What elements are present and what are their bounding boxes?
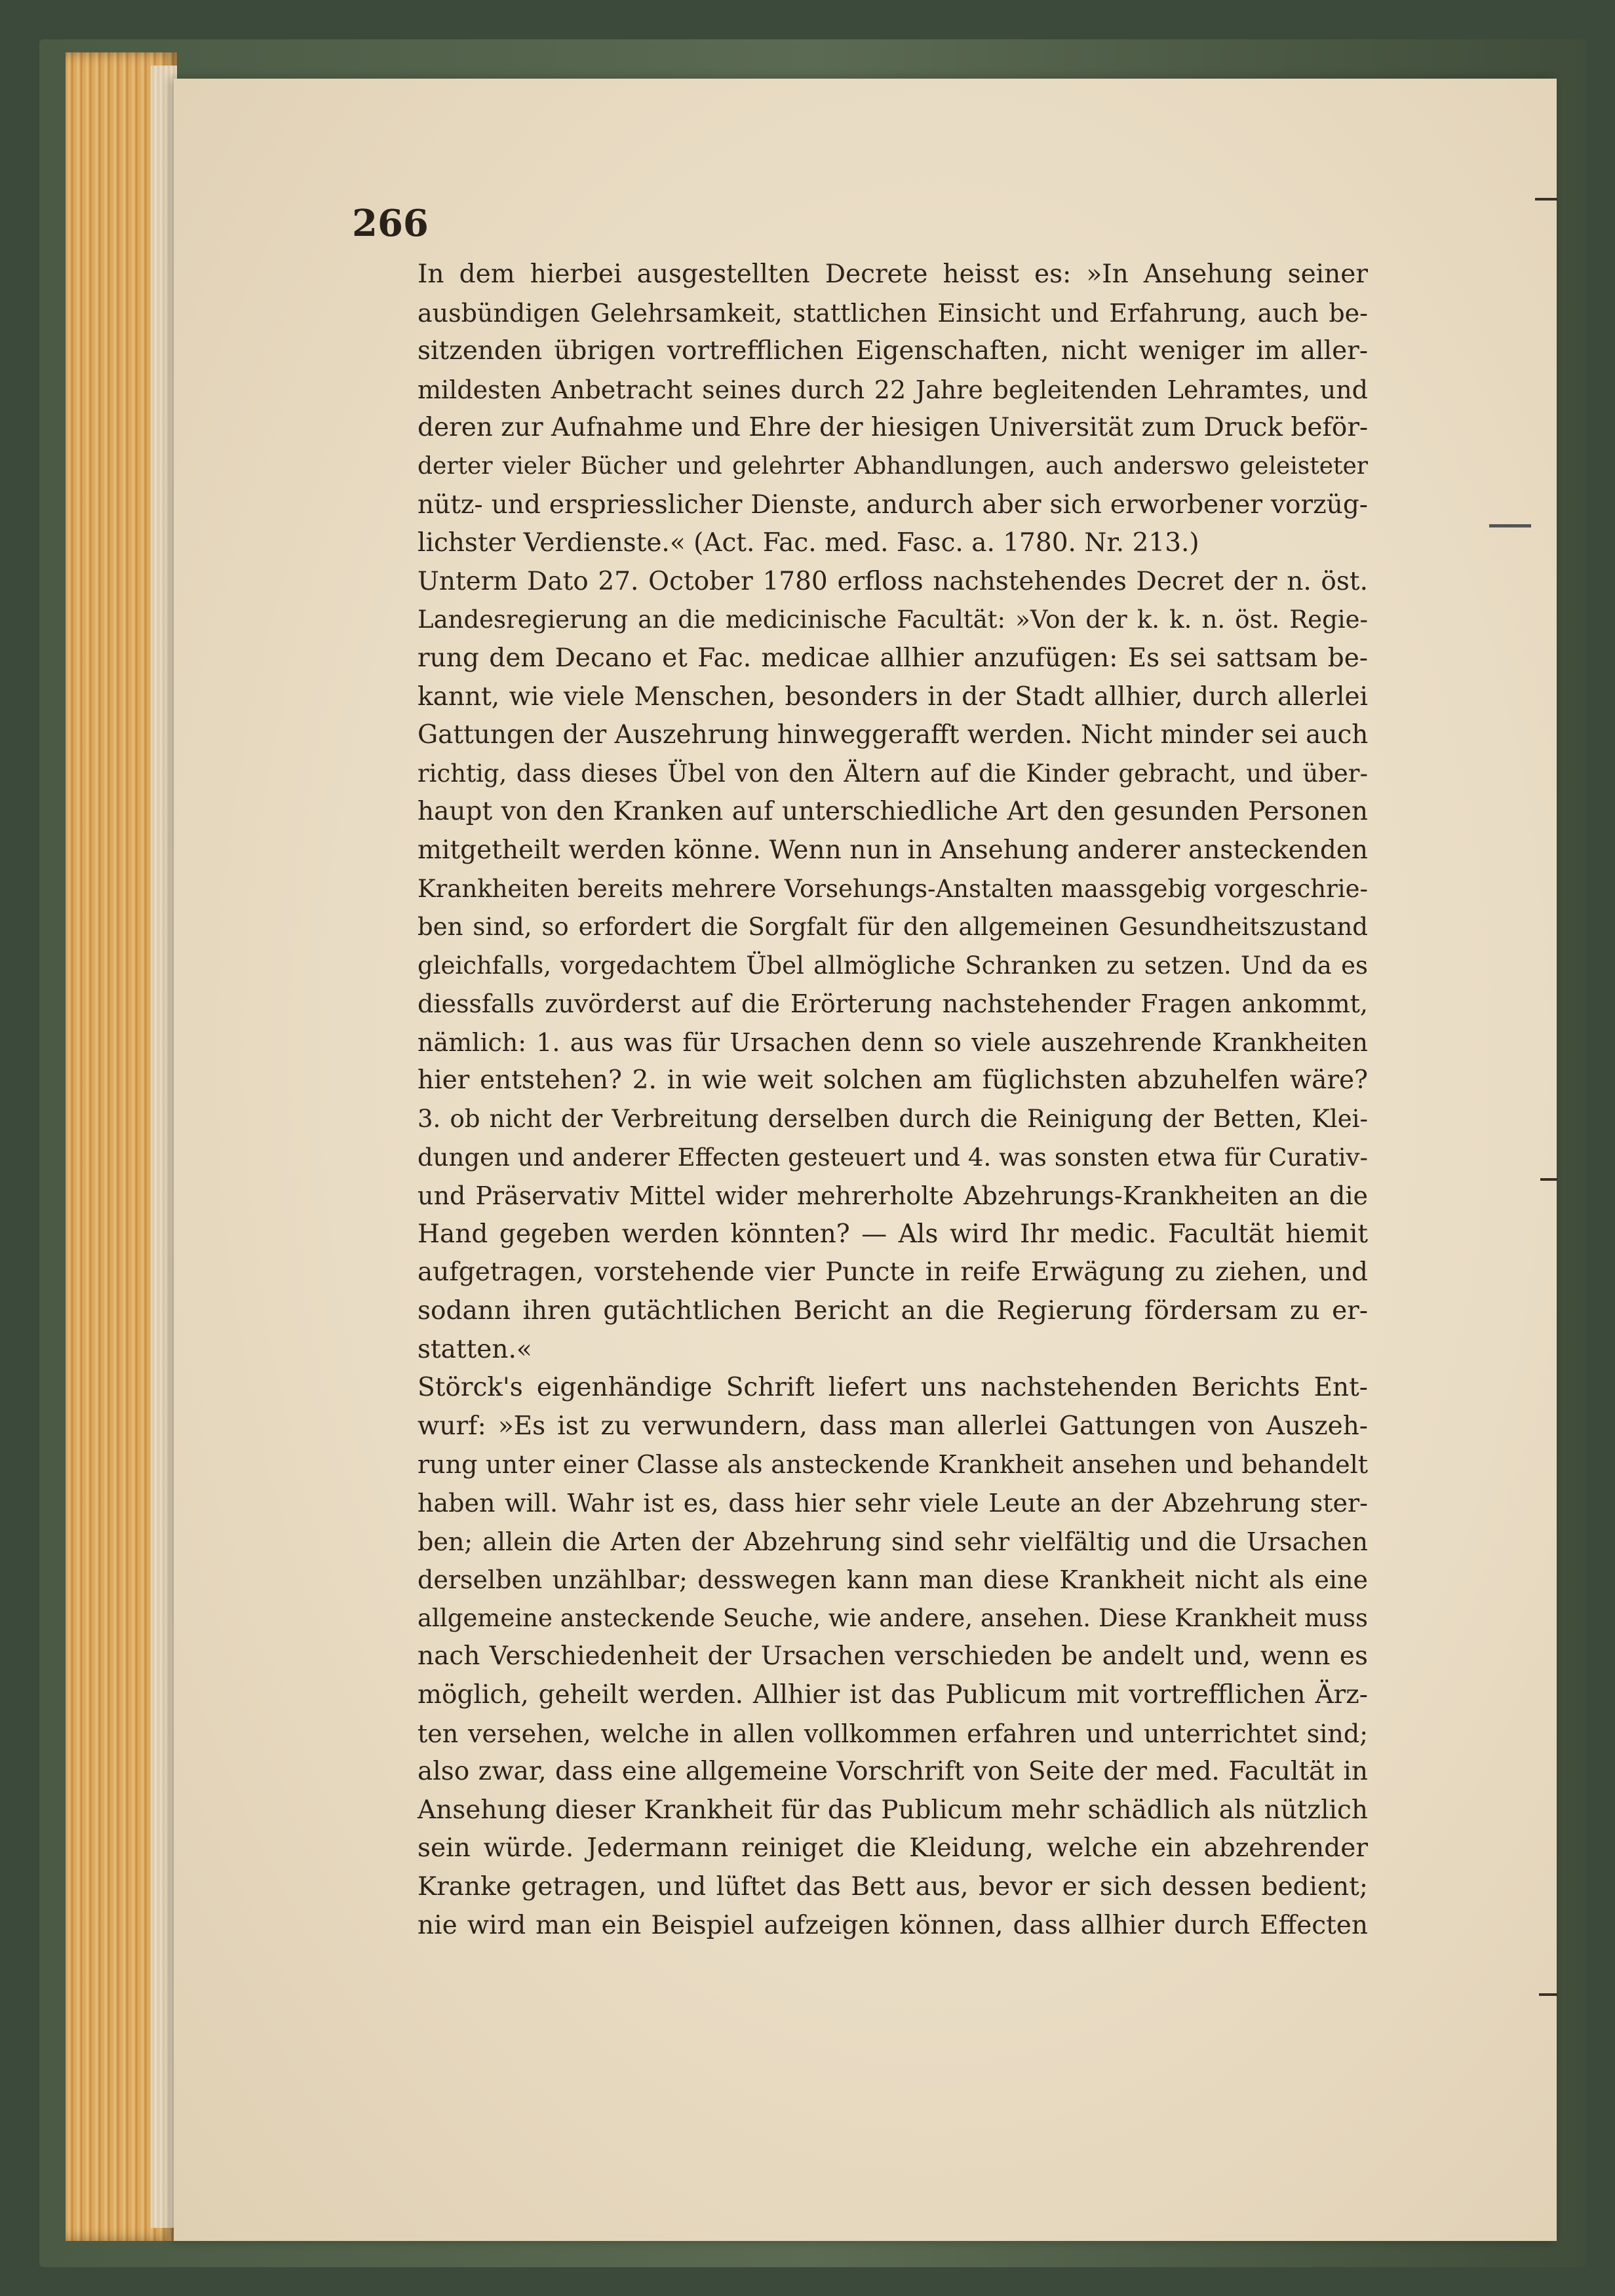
text-line: Störck's eigenhändige Schrift liefert uns nachstehenden Berichts Ent- bbox=[418, 1373, 1368, 1403]
text-line: In dem hierbei ausgestellten Decrete heisst es: »In Ansehung seiner bbox=[418, 259, 1368, 289]
page-body-text bbox=[418, 256, 1368, 1945]
text-line: nütz- und erspriesslicher Dienste, andurch aber sich erworbener vorzüg- bbox=[418, 489, 1368, 520]
text-line: Kranke getragen, und lüftet das Bett aus, bevor er sich dessen bedient; bbox=[418, 1871, 1368, 1902]
text-line: haupt von den Kranken auf unterschiedliche Art den gesunden Personen bbox=[418, 797, 1368, 827]
text-line: rung unter einer Classe als ansteckende Krankheit ansehen und behandelt bbox=[418, 1450, 1368, 1480]
page-number: 266 bbox=[352, 202, 429, 245]
text-line: Krankheiten bereits mehrere Vorsehungs-Anstalten maassgebig vorgeschrie- bbox=[418, 874, 1368, 903]
text-line: und Präservativ Mittel wider mehrerholte Abzehrungs-Krankheiten an die bbox=[418, 1181, 1368, 1211]
text-line: gleichfalls, vorgedachtem Übel allmögliche Schranken zu setzen. Und da es bbox=[418, 951, 1368, 980]
text-line: diessfalls zuvörderst auf die Erörterung nachstehender Fragen ankommt, bbox=[418, 989, 1368, 1019]
page-edges-inner bbox=[151, 66, 177, 2228]
text-line: statten.« bbox=[418, 1334, 532, 1364]
text-line: ben sind, so erfordert die Sorgfalt für den allgemeinen Gesundheitszustand bbox=[418, 913, 1368, 942]
text-line: mildesten Anbetracht seines durch 22 Jahre begleitenden Lehramtes, und bbox=[418, 375, 1368, 404]
text-line: rung dem Decano et Fac. medicae allhier anzufügen: Es sei sattsam be- bbox=[418, 643, 1368, 673]
text-line: hier entstehen? 2. in wie weit solchen am füglichsten abzuhelfen wäre? bbox=[418, 1065, 1368, 1096]
text-line: Gattungen der Auszehrung hinweggerafft werden. Nicht minder sei auch bbox=[418, 720, 1369, 750]
text-line: ben; allein die Arten der Abzehrung sind sehr vielfältig und die Ursachen bbox=[418, 1527, 1368, 1556]
text-line: sitzenden übrigen vortrefflichen Eigenschaften, nicht weniger im aller- bbox=[418, 336, 1368, 366]
margin-mark bbox=[1535, 198, 1557, 201]
margin-mark bbox=[1540, 1178, 1557, 1181]
text-line: sodann ihren gutächtlichen Bericht an die Regierung fördersam zu er- bbox=[418, 1296, 1368, 1326]
text-line: 3. ob nicht der Verbreitung derselben durch die Reinigung der Betten, Klei- bbox=[418, 1105, 1368, 1134]
text-line: Hand gegeben werden könnten? — Als wird Ihr medic. Facultät hiemit bbox=[418, 1219, 1368, 1249]
text-line: Ansehung dieser Krankheit für das Publicum mehr schädlich als nützlich bbox=[418, 1795, 1368, 1825]
margin-mark bbox=[1539, 1993, 1557, 1996]
text-line: deren zur Aufnahme und Ehre der hiesigen Universität zum Druck beför- bbox=[418, 413, 1369, 443]
text-line: wurf: »Es ist zu verwundern, dass man allerlei Gattungen von Auszeh- bbox=[418, 1411, 1368, 1441]
text-line: richtig, dass dieses Übel von den Ältern auf die Kinder gebracht, und über- bbox=[418, 759, 1368, 788]
text-line: Unterm Dato 27. October 1780 erfloss nachstehendes Decret der n. öst. bbox=[418, 566, 1368, 596]
text-line: also zwar, dass eine allgemeine Vorschrift von Seite der med. Facultät in bbox=[418, 1757, 1368, 1787]
text-line: nach Verschiedenheit der Ursachen verschieden be andelt und, wenn es bbox=[418, 1641, 1368, 1672]
text-line: mitgetheilt werden könne. Wenn nun in Ansehung anderer ansteckenden bbox=[418, 835, 1368, 865]
text-line: derselben unzählbar; desswegen kann man diese Krankheit nicht als eine bbox=[418, 1565, 1368, 1595]
text-line: kannt, wie viele Menschen, besonders in der Stadt allhier, durch allerlei bbox=[418, 681, 1368, 712]
text-line: lichster Verdienste.« (Act. Fac. med. Fasc. a. 1780. Nr. 213.) bbox=[418, 528, 1199, 558]
text-line: Landesregierung an die medicinische Facultät: »Von der k. k. n. öst. Regie- bbox=[418, 605, 1368, 634]
text-line: sein würde. Jedermann reiniget die Kleidung, welche ein abzehrender bbox=[418, 1833, 1368, 1864]
text-line: haben will. Wahr ist es, dass hier sehr viele Leute an der Abzehrung ster- bbox=[418, 1489, 1368, 1518]
text-line: derter vieler Bücher und gelehrter Abhandlungen, auch anderswo geleisteter bbox=[418, 452, 1368, 480]
margin-mark bbox=[1489, 524, 1531, 527]
text-line: dungen und anderer Effecten gesteuert und 4. was sonsten etwa für Curativ- bbox=[418, 1143, 1368, 1172]
text-line: ten versehen, welche in allen vollkommen erfahren und unterrichtet sind; bbox=[418, 1719, 1368, 1748]
text-line: allgemeine ansteckende Seuche, wie andere, ansehen. Diese Krankheit muss bbox=[418, 1603, 1368, 1632]
text-line: ausbündigen Gelehrsamkeit, stattlichen Einsicht und Erfahrung, auch be- bbox=[418, 298, 1368, 328]
text-line: möglich, geheilt werden. Allhier ist das Publicum mit vortrefflichen Ärz- bbox=[418, 1679, 1368, 1710]
text-line: nie wird man ein Beispiel aufzeigen können, dass allhier durch Effecten bbox=[418, 1910, 1368, 1940]
text-line: nämlich: 1. aus was für Ursachen denn so viele auszehrende Krankheiten bbox=[418, 1027, 1368, 1057]
text-line: aufgetragen, vorstehende vier Puncte in reife Erwägung zu ziehen, und bbox=[418, 1257, 1368, 1288]
